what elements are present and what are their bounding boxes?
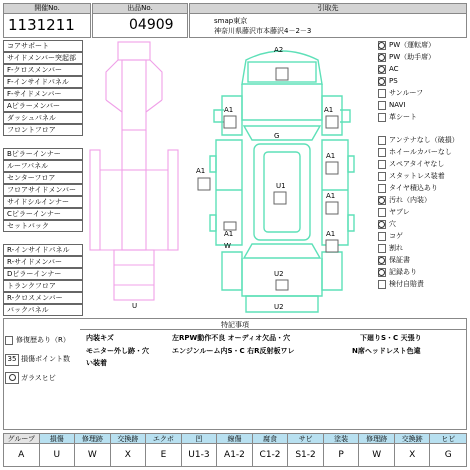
option-label: PW（助手席）	[389, 53, 436, 61]
option-label: PW（運転席）	[389, 41, 436, 49]
option-row	[378, 147, 468, 158]
grade-label: 修理跡	[75, 434, 111, 444]
pickup-info	[189, 13, 467, 38]
option-row	[378, 243, 468, 254]
part-row: バックパネル	[3, 304, 83, 316]
damage-points-value: 35	[5, 354, 19, 366]
grade-value: A1-2	[217, 444, 253, 466]
note-2a: モニター外し跡・穴	[86, 347, 149, 355]
option-checkbox[interactable]	[378, 172, 386, 181]
option-label: AC	[389, 65, 399, 73]
option-row	[378, 267, 468, 278]
option-label: ホイールカバーなし	[389, 148, 452, 156]
part-row: コアサポート	[3, 40, 83, 52]
car-windshield	[244, 126, 320, 140]
marker-front-left	[224, 116, 236, 128]
marker-door-right	[326, 202, 338, 214]
part-row: フロントフロア	[3, 124, 83, 136]
code-front-right: A1	[324, 106, 334, 114]
marker-top	[276, 68, 288, 80]
exhibit-number-label: 出品No.	[92, 3, 188, 14]
frame-front-top	[118, 42, 150, 60]
code-trunk: U2	[274, 270, 284, 278]
grade-value: W	[75, 444, 111, 466]
grade-label: グループ	[4, 434, 40, 444]
part-spacer	[3, 232, 83, 244]
grade-value: A	[4, 444, 40, 466]
part-spacer	[3, 136, 83, 148]
option-checkbox[interactable]	[378, 184, 386, 193]
option-label: 検付自賠責	[389, 280, 424, 288]
grade-value: C1-2	[253, 444, 289, 466]
grade-value: W	[359, 444, 395, 466]
frame-code-label: U	[132, 302, 138, 310]
note-2b: エンジンルーム内S・C 右R反射板ワレ	[172, 347, 295, 355]
lot-number-value: 1131211	[3, 13, 91, 38]
option-row	[378, 64, 468, 75]
grade-label: 損傷	[40, 434, 76, 444]
repair-history-label: 修復歴あり（R）	[16, 336, 70, 344]
grade-label: 交換跡	[395, 434, 431, 444]
note-2c: N席ヘッドレスト色違	[352, 347, 421, 355]
part-row: サイドメンバー突起部	[3, 52, 83, 64]
pickup-name: smap東京	[214, 17, 248, 25]
part-row: Cピラーインナー	[3, 208, 83, 220]
grade-value: X	[395, 444, 431, 466]
option-label: 革シート	[389, 113, 417, 121]
code-rear-right: A1	[326, 230, 336, 238]
glass-crack-label: ガラスヒビ	[21, 374, 56, 382]
notes-title-rule	[80, 329, 467, 330]
option-circle-mark	[378, 66, 385, 73]
option-checkbox[interactable]	[378, 136, 386, 145]
option-checkbox[interactable]	[378, 53, 386, 62]
marker-mid-left	[198, 178, 210, 190]
exhibit-number-value: 04909	[92, 13, 188, 38]
grade-label: サビ	[288, 434, 324, 444]
option-label: 穴	[389, 220, 396, 228]
frame-front-arms	[106, 60, 162, 100]
option-label: 汚れ（内装）	[389, 196, 431, 204]
part-row: Bピラーインナー	[3, 148, 83, 160]
grade-value: U1-3	[182, 444, 218, 466]
code-rear-left-w: W	[224, 242, 231, 250]
car-rear-window	[244, 244, 320, 258]
code-mid-left: A1	[196, 167, 206, 175]
car-hood	[242, 84, 322, 120]
glass-crack-row	[5, 372, 81, 384]
option-label: 割れ	[389, 244, 403, 252]
option-circle-mark	[378, 54, 385, 61]
note-3a: い装着	[86, 359, 107, 367]
frame-right-sill	[168, 150, 178, 250]
option-checkbox[interactable]	[378, 196, 386, 205]
pickup-label: 引取先	[189, 3, 467, 14]
option-checkbox[interactable]	[378, 65, 386, 74]
option-label: スタットレス装着	[389, 172, 445, 180]
part-row: ルーフパネル	[3, 160, 83, 172]
grade-table	[3, 433, 467, 467]
option-checkbox[interactable]	[378, 77, 386, 86]
option-row	[378, 255, 468, 266]
frame-mid-cross	[100, 130, 168, 170]
car-diagram	[190, 40, 375, 316]
option-label: ヤブレ	[389, 208, 410, 216]
part-row: F-インサイドパネル	[3, 76, 83, 88]
grade-label: エクボ	[146, 434, 182, 444]
option-circle-mark	[378, 221, 385, 228]
option-row	[378, 195, 468, 206]
code-rear-left: A1	[224, 230, 234, 238]
car-rear-right-fender	[322, 252, 342, 290]
marker-trunk	[276, 280, 288, 290]
option-checkbox[interactable]	[378, 41, 386, 50]
frame-front-rail	[122, 60, 146, 130]
option-checkbox[interactable]	[378, 101, 386, 110]
part-row: Dピラーインナー	[3, 268, 83, 280]
option-label: NAVI	[389, 101, 406, 109]
part-row: R-クロスメンバー	[3, 292, 83, 304]
pickup-address: 神奈川県藤沢市本藤沢4－2－3	[214, 27, 312, 35]
notes-title: 特記事項	[221, 321, 249, 329]
note-1a: 内装キズ	[86, 334, 114, 342]
option-label: 保証書	[389, 256, 410, 264]
grade-value: X	[111, 444, 147, 466]
option-checkbox[interactable]	[378, 208, 386, 217]
note-1b: 左RPW動作不良 オーディオ欠品・穴	[172, 334, 291, 342]
part-row: フロアサイドメンバー	[3, 184, 83, 196]
option-row	[378, 231, 468, 242]
grade-label: 腐食	[253, 434, 289, 444]
part-row: センターフロア	[3, 172, 83, 184]
option-checkbox[interactable]	[378, 256, 386, 265]
option-row	[378, 100, 468, 111]
marker-front-right	[326, 116, 338, 128]
lot-number-label: 開催No.	[3, 3, 91, 14]
option-row	[378, 159, 468, 170]
option-circle-mark	[378, 197, 385, 204]
frame-center-tunnel	[122, 170, 146, 250]
option-checkbox[interactable]	[378, 89, 386, 98]
option-checkbox[interactable]	[378, 148, 386, 157]
part-row: セットバック	[3, 220, 83, 232]
frame-rear-rail	[114, 250, 154, 300]
grade-label: 凹	[182, 434, 218, 444]
car-rear-left-fender	[222, 252, 242, 290]
marker-roof	[274, 192, 286, 204]
code-door-right: A1	[326, 192, 336, 200]
glass-crack-circle	[9, 374, 16, 381]
repair-checkbox[interactable]	[5, 336, 13, 345]
glass-crack-marker	[5, 372, 19, 384]
option-checkbox[interactable]	[378, 160, 386, 169]
option-row	[378, 183, 468, 194]
grade-value: G	[444, 450, 452, 460]
option-row	[378, 112, 468, 123]
option-checkbox[interactable]	[378, 232, 386, 241]
code-front-left: A1	[224, 106, 234, 114]
option-row	[378, 279, 468, 290]
grade-value: E	[146, 444, 182, 466]
option-checkbox[interactable]	[378, 280, 386, 289]
part-row: Aピラーメンバー	[3, 100, 83, 112]
code-roof: U1	[276, 182, 286, 190]
option-label: PS	[389, 77, 398, 85]
option-row	[378, 135, 468, 146]
option-checkbox[interactable]	[378, 113, 386, 122]
repair-history-row	[5, 335, 81, 346]
option-checkbox[interactable]	[378, 220, 386, 229]
option-checkbox[interactable]	[378, 244, 386, 253]
damage-points-label: 損傷ポイント数	[21, 355, 70, 363]
marker-mid-right	[326, 162, 338, 174]
marker-rear-right	[326, 240, 338, 252]
option-label: タイヤ積込あり	[389, 184, 438, 192]
part-row: R-インサイドパネル	[3, 244, 83, 256]
option-row	[378, 52, 468, 63]
grade-label: 塗装	[324, 434, 360, 444]
part-row: サイドシルインナー	[3, 196, 83, 208]
code-top: A2	[274, 46, 284, 54]
grade-value: S1-2	[288, 444, 324, 466]
option-circle-mark	[378, 257, 385, 264]
grade-label: ヒビ	[430, 434, 466, 444]
option-label: スペアタイヤなし	[389, 160, 445, 168]
option-label: アンテナなし（破損）	[389, 136, 459, 144]
part-row: R-サイドメンバー	[3, 256, 83, 268]
grade-value: P	[324, 444, 360, 466]
frame-diagram	[84, 40, 184, 312]
option-circle-mark	[378, 269, 385, 276]
option-row	[378, 207, 468, 218]
frame-left-sill	[90, 150, 100, 250]
part-row: F-クロスメンバー	[3, 64, 83, 76]
part-row: ダッシュパネル	[3, 112, 83, 124]
option-row	[378, 171, 468, 182]
grade-label: 交換跡	[111, 434, 147, 444]
option-row	[378, 219, 468, 230]
option-label: サンルーフ	[389, 89, 424, 97]
grade-label: 線傷	[217, 434, 253, 444]
grade-value: U	[40, 444, 76, 466]
option-checkbox[interactable]	[378, 268, 386, 277]
option-circle-mark	[378, 78, 385, 85]
part-row: トランクフロア	[3, 280, 83, 292]
frame-front-brace	[106, 100, 162, 112]
option-label: コゲ	[389, 232, 403, 240]
option-row	[378, 76, 468, 87]
code-rear-bumper: U2	[274, 303, 284, 311]
note-1c: 下廻りS・C 天張り	[360, 334, 422, 342]
option-circle-mark	[378, 42, 385, 49]
damage-points-row	[5, 354, 81, 366]
part-row: F-サイドメンバー	[3, 88, 83, 100]
code-mid-right: A1	[326, 152, 336, 160]
marker-rear-left	[224, 222, 236, 230]
code-hood-g: G	[274, 132, 280, 140]
option-row	[378, 88, 468, 99]
grade-label: 修理跡	[359, 434, 395, 444]
frame-rear-braces	[114, 265, 154, 285]
option-label: 記録あり	[389, 268, 417, 276]
option-row	[378, 40, 468, 51]
